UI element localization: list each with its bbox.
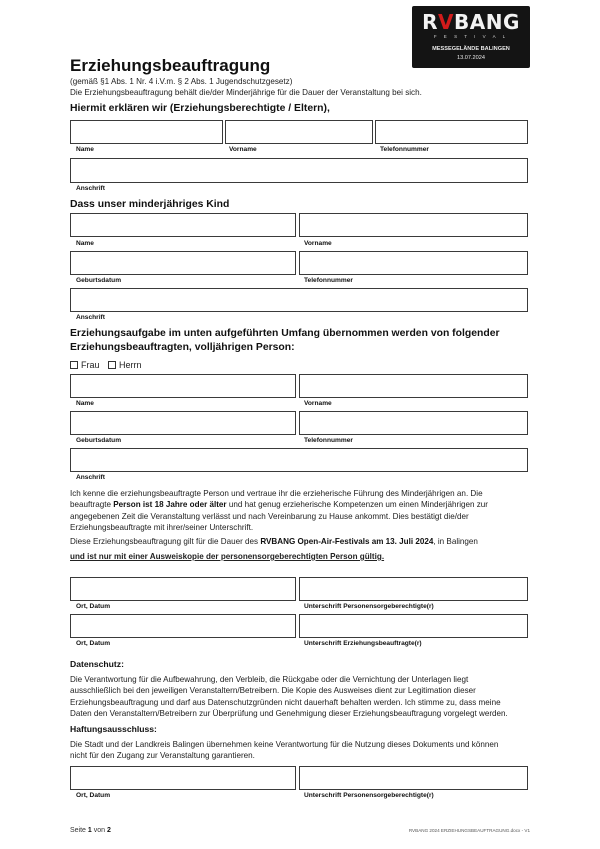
- id-copy-note: und ist nur mit einer Ausweiskopie der personensorgeberechtigten Person gültig.: [70, 552, 385, 561]
- statement-paragraph: [70, 488, 530, 534]
- datenschutz-heading: Datenschutz:: [70, 659, 124, 669]
- ort-datum-label-3: Ort, Datum: [76, 792, 111, 799]
- haftung-paragraph: [70, 739, 530, 762]
- datenschutz-paragraph: [70, 674, 530, 720]
- parent-anschrift-field[interactable]: [70, 158, 528, 183]
- legal-reference: (gemäß §1 Abs. 1 Nr. 4 i.V.m. § 2 Abs. 1 Jugendschutzgesetz): [70, 77, 293, 86]
- delegate-vorname-label: Vorname: [304, 400, 332, 407]
- parent-telefon-label: Telefonnummer: [380, 146, 429, 153]
- delegate-geburtsdatum-field[interactable]: [70, 411, 296, 435]
- intro-text: Die Erziehungsbeauftragung behält die/der Minderjährige für die Dauer der Veranstaltung bei sich.: [70, 88, 422, 97]
- option-herrn[interactable]: [108, 360, 142, 370]
- statement-line: Ich kenne die erziehungsbeauftragte Person und vertraue ihr die erzieherische Führung des Minderjährigen an. Die: [70, 489, 483, 498]
- parent-vorname-field[interactable]: [225, 120, 373, 144]
- statement-line: Erziehungsbeauftragte mit ihrer/seiner Unterschrift.: [70, 523, 254, 533]
- ort-datum-field-3[interactable]: [70, 766, 296, 790]
- child-name-field[interactable]: [70, 213, 296, 237]
- signature-delegate-label: Unterschrift Erziehungsbeauftragte(r): [304, 640, 422, 647]
- signature-parent-field-2[interactable]: [299, 766, 528, 790]
- frau-checkbox[interactable]: [70, 361, 78, 369]
- logo-brand: RVBANG: [422, 10, 520, 34]
- section-delegate-heading-line1: Erziehungsaufgabe im unten aufgeführten Umfang übernommen werden von folgender: [70, 328, 500, 339]
- section-delegate-heading-line2: Erziehungsbeauftragten, volljährigen Person:: [70, 342, 295, 353]
- page-number: Seite 1 von 2: [70, 827, 111, 834]
- delegate-name-field[interactable]: [70, 374, 296, 398]
- parent-name-label: Name: [76, 146, 94, 153]
- delegate-telefon-field[interactable]: [299, 411, 528, 435]
- child-vorname-field[interactable]: [299, 213, 528, 237]
- ort-datum-field-2[interactable]: [70, 614, 296, 638]
- child-name-label: Name: [76, 240, 94, 247]
- signature-parent-field[interactable]: [299, 577, 528, 601]
- parent-name-field[interactable]: [70, 120, 223, 144]
- parent-telefon-field[interactable]: [375, 120, 528, 144]
- section-child-heading: Dass unser minderjähriges Kind: [70, 199, 230, 210]
- haftung-line: Die Stadt und der Landkreis Balingen übernehmen keine Verantwortung für die Nutzung dieses Dokuments und können: [70, 740, 499, 749]
- datenschutz-line: Daten den Veranstaltern/Betreibern zur Überprüfung und Genehmigung dieser Erziehungsbeauftragung vorgelegt werden.: [70, 709, 508, 719]
- child-anschrift-field[interactable]: [70, 288, 528, 312]
- child-telefon-label: Telefonnummer: [304, 277, 353, 284]
- parent-anschrift-label: Anschrift: [76, 185, 105, 192]
- validity-text: Diese Erziehungsbeauftragung gilt für die Dauer des RVBANG Open-Air-Festivals am 13. Juli 2024, in Balingen: [70, 537, 478, 546]
- delegate-telefon-label: Telefonnummer: [304, 437, 353, 444]
- festival-logo: [412, 6, 530, 68]
- haftung-line: nicht für den Zugang zur Veranstaltung garantieren.: [70, 751, 255, 761]
- child-anschrift-label: Anschrift: [76, 314, 105, 321]
- delegate-vorname-field[interactable]: [299, 374, 528, 398]
- haftung-heading: Haftungsausschluss:: [70, 724, 157, 734]
- datenschutz-line: ausschließlich bei den jeweiligen Veranstaltern/Betreibern. Die Kopie des Ausweises dient zur Legitimation dieser: [70, 686, 476, 696]
- signature-delegate-field[interactable]: [299, 614, 528, 638]
- document-title: Erziehungsbeauftragung: [70, 56, 271, 75]
- ort-datum-field-1[interactable]: [70, 577, 296, 601]
- ort-datum-label-1: Ort, Datum: [76, 603, 111, 610]
- ort-datum-label-2: Ort, Datum: [76, 640, 111, 647]
- delegate-anschrift-label: Anschrift: [76, 474, 105, 481]
- statement-line: angegebenen Zeit die Veranstaltung verlässt und nach Vereinbarung zu Hause ankommt. Dies bestätigt die/der: [70, 511, 469, 521]
- signature-parent-label: Unterschrift Personensorgeberechtigte(r): [304, 603, 434, 610]
- child-geburtsdatum-field[interactable]: [70, 251, 296, 275]
- herrn-label: Herrn: [119, 360, 142, 370]
- delegate-geburtsdatum-label: Geburtsdatum: [76, 437, 122, 444]
- signature-parent-label-2: Unterschrift Personensorgeberechtigte(r): [304, 792, 434, 799]
- datenschutz-line: Die Verantwortung für die Aufbewahrung, den Verbleib, die Rückgabe oder die Vernichtung der Unterlagen liegt: [70, 675, 469, 684]
- statement-line: beauftragte Person ist 18 Jahre oder älter und hat genug erzieherische Kompetenzen um einen Minderjährigen zur: [70, 500, 488, 510]
- child-vorname-label: Vorname: [304, 240, 332, 247]
- logo-date: 13.07.2024: [457, 55, 485, 61]
- salutation-options: [70, 360, 148, 370]
- delegate-name-label: Name: [76, 400, 94, 407]
- delegate-anschrift-field[interactable]: [70, 448, 528, 472]
- herrn-checkbox[interactable]: [108, 361, 116, 369]
- option-frau[interactable]: [70, 360, 100, 370]
- logo-venue: MESSEGELÄNDE BALINGEN: [432, 46, 510, 52]
- child-telefon-field[interactable]: [299, 251, 528, 275]
- datenschutz-line: Erziehungsbeauftragung und darf aus Datenschutzgründen nicht dauerhaft behalten werden. Ich stimme zu, dass meine: [70, 697, 501, 707]
- child-geburtsdatum-label: Geburtsdatum: [76, 277, 122, 284]
- frau-label: Frau: [81, 360, 100, 370]
- logo-tagline: F E S T I V A L: [433, 34, 509, 39]
- file-reference: RVBANG 2024 ERZIEHUNGSBEAUFTRAGUNG.docx - V1: [408, 828, 530, 833]
- section-parents-heading: Hiermit erklären wir (Erziehungsberechtigte / Eltern),: [70, 103, 330, 114]
- parent-vorname-label: Vorname: [229, 146, 257, 153]
